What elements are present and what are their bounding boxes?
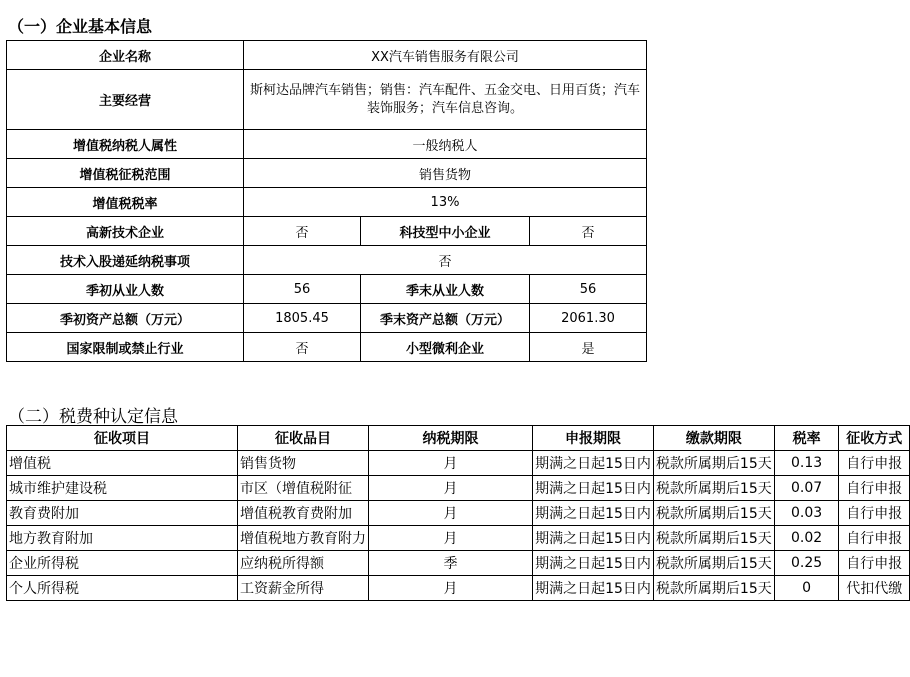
filing-deadline: 期满之日起15日内 — [533, 526, 654, 551]
vat-scope-value: 销售货物 — [244, 159, 647, 188]
header-tax-rate: 税率 — [774, 426, 839, 451]
hightech-label: 高新技术企业 — [7, 217, 244, 246]
header-subitem: 征收品目 — [237, 426, 368, 451]
payment-deadline: 税款所属期后15天 — [653, 551, 774, 576]
header-tax-period: 纳税期限 — [368, 426, 532, 451]
payment-deadline: 税款所属期后15天 — [653, 576, 774, 601]
section-tax-types-title: （二）税费种认定信息 — [8, 407, 178, 427]
tax-period: 月 — [368, 501, 532, 526]
tax-period: 月 — [368, 451, 532, 476]
filing-deadline: 期满之日起15日内 — [533, 576, 654, 601]
basic-info-table — [6, 40, 647, 362]
vat-taxpayer-label: 增值税纳税人属性 — [7, 130, 244, 159]
tech-equity-value: 否 — [244, 246, 647, 275]
payment-deadline: 税款所属期后15天 — [653, 501, 774, 526]
tax-rate: 0 — [774, 576, 839, 601]
small-micro-label: 小型微利企业 — [361, 333, 530, 362]
employees-end-value: 56 — [530, 275, 647, 304]
payment-deadline: 税款所属期后15天 — [653, 476, 774, 501]
header-collection-method: 征收方式 — [839, 426, 910, 451]
filing-deadline: 期满之日起15日内 — [533, 551, 654, 576]
collection-method: 自行申报 — [839, 551, 910, 576]
collection-method: 自行申报 — [839, 476, 910, 501]
vat-rate-value: 13% — [244, 188, 647, 217]
tax-rate: 0.03 — [774, 501, 839, 526]
assets-end-label: 季末资产总额（万元） — [361, 304, 530, 333]
restricted-industry-label: 国家限制或禁止行业 — [7, 333, 244, 362]
small-micro-value: 是 — [530, 333, 647, 362]
tax-subitem: 增值税地方教育附力 — [237, 526, 368, 551]
tax-item: 地方教育附加 — [7, 526, 238, 551]
table-row — [7, 576, 910, 601]
tax-period: 季 — [368, 551, 532, 576]
restricted-industry-value: 否 — [244, 333, 361, 362]
vat-taxpayer-value: 一般纳税人 — [244, 130, 647, 159]
section-basic-info-title: （一）企业基本信息 — [8, 17, 153, 36]
collection-method: 自行申报 — [839, 501, 910, 526]
collection-method: 自行申报 — [839, 526, 910, 551]
hightech-value: 否 — [244, 217, 361, 246]
tax-subitem: 工资薪金所得 — [237, 576, 368, 601]
assets-end-value: 2061.30 — [530, 304, 647, 333]
payment-deadline: 税款所属期后15天 — [653, 451, 774, 476]
assets-begin-label: 季初资产总额（万元） — [7, 304, 244, 333]
sme-tech-label: 科技型中小企业 — [361, 217, 530, 246]
tax-period: 月 — [368, 476, 532, 501]
filing-deadline: 期满之日起15日内 — [533, 476, 654, 501]
table-row — [7, 501, 910, 526]
tax-period: 月 — [368, 576, 532, 601]
tax-rate: 0.07 — [774, 476, 839, 501]
collection-method: 自行申报 — [839, 451, 910, 476]
vat-rate-label: 增值税税率 — [7, 188, 244, 217]
main-business-value: 斯柯达品牌汽车销售；销售：汽车配件、五金交电、日用百货；汽车装饰服务；汽车信息咨询。 — [244, 70, 647, 130]
tax-rate: 0.25 — [774, 551, 839, 576]
sme-tech-value: 否 — [530, 217, 647, 246]
tax-types-table — [6, 425, 910, 601]
main-business-label: 主要经营 — [7, 70, 244, 130]
tax-period: 月 — [368, 526, 532, 551]
vat-scope-label: 增值税征税范围 — [7, 159, 244, 188]
tax-subitem: 销售货物 — [237, 451, 368, 476]
table-row — [7, 551, 910, 576]
tax-rate: 0.13 — [774, 451, 839, 476]
collection-method: 代扣代缴 — [839, 576, 910, 601]
filing-deadline: 期满之日起15日内 — [533, 451, 654, 476]
tax-item: 增值税 — [7, 451, 238, 476]
filing-deadline: 期满之日起15日内 — [533, 501, 654, 526]
table-row — [7, 476, 910, 501]
tax-subitem: 增值税教育费附加 — [237, 501, 368, 526]
employees-end-label: 季末从业人数 — [361, 275, 530, 304]
tech-equity-label: 技术入股递延纳税事项 — [7, 246, 244, 275]
table-row — [7, 451, 910, 476]
tax-subitem: 市区（增值税附征 — [237, 476, 368, 501]
company-name-value: XX汽车销售服务有限公司 — [244, 41, 647, 70]
payment-deadline: 税款所属期后15天 — [653, 526, 774, 551]
company-name-label: 企业名称 — [7, 41, 244, 70]
tax-item: 企业所得税 — [7, 551, 238, 576]
employees-begin-label: 季初从业人数 — [7, 275, 244, 304]
tax-item: 教育费附加 — [7, 501, 238, 526]
tax-subitem: 应纳税所得额 — [237, 551, 368, 576]
tax-item: 个人所得税 — [7, 576, 238, 601]
header-payment-deadline: 缴款期限 — [653, 426, 774, 451]
tax-item: 城市维护建设税 — [7, 476, 238, 501]
assets-begin-value: 1805.45 — [244, 304, 361, 333]
header-item: 征收项目 — [7, 426, 238, 451]
employees-begin-value: 56 — [244, 275, 361, 304]
table-row — [7, 526, 910, 551]
header-filing-deadline: 申报期限 — [533, 426, 654, 451]
tax-rate: 0.02 — [774, 526, 839, 551]
